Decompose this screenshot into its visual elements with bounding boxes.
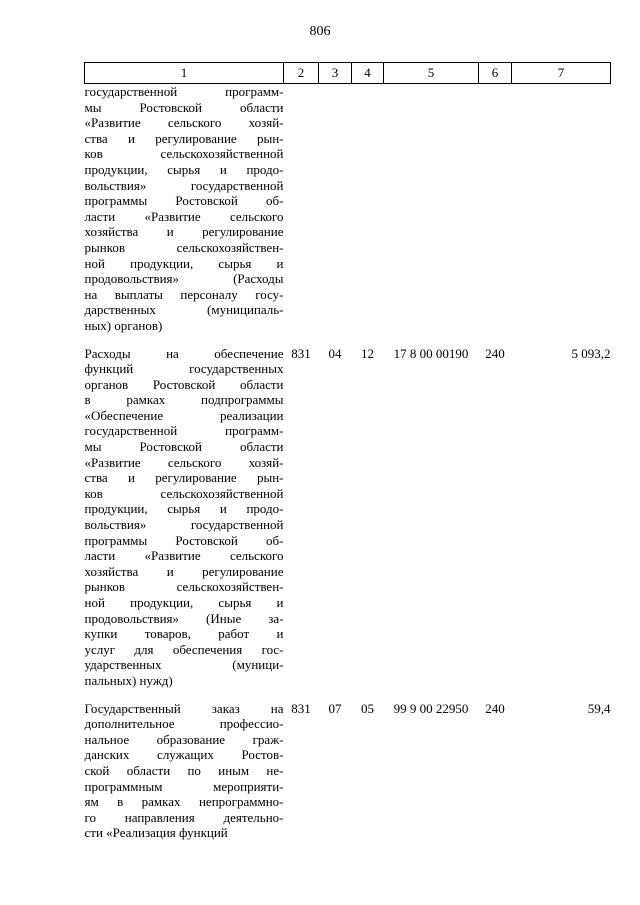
row-spacer bbox=[85, 689, 611, 701]
description-line: го направления деятельно- bbox=[84, 809, 284, 825]
cell-ministry-code bbox=[284, 84, 319, 334]
description-line: ства и регулирование рын- bbox=[84, 130, 284, 146]
cell-target-article: 17 8 00 00190 bbox=[393, 345, 469, 361]
cell-expense-type: 240 bbox=[485, 345, 505, 361]
table-row bbox=[85, 84, 611, 334]
budget-table bbox=[84, 62, 611, 841]
description-line: функций государственных bbox=[84, 361, 284, 377]
description-line: программным мероприяти- bbox=[84, 778, 284, 794]
description-line: нальное образование граж- bbox=[84, 731, 284, 747]
description-line: ной продукции, сырья и bbox=[84, 255, 284, 271]
description-line: «Развитие сельского хозяй- bbox=[84, 454, 284, 470]
col-header-5: 5 bbox=[384, 63, 479, 84]
cell-amount: 5 093,2 bbox=[571, 345, 611, 361]
cell-amount bbox=[512, 84, 611, 334]
description-line: ской области по иным не- bbox=[84, 762, 284, 778]
cell-subsection: 05 bbox=[361, 700, 374, 716]
table-row bbox=[85, 346, 611, 689]
description-line: пальных) нужд) bbox=[84, 672, 173, 688]
cell-target-article: 99 9 00 22950 bbox=[393, 700, 469, 716]
description-line: органов Ростовской области bbox=[84, 376, 284, 392]
description-line: мы Ростовской области bbox=[84, 99, 284, 115]
header-row bbox=[85, 63, 611, 84]
cell-section: 04 bbox=[328, 345, 342, 361]
description-line: Расходы на обеспечение bbox=[84, 345, 284, 361]
description-line: государственной программ- bbox=[84, 84, 284, 99]
cell-section bbox=[319, 84, 352, 334]
description-line: мы Ростовской области bbox=[84, 439, 284, 455]
description-line: ям в рамках непрограммно- bbox=[84, 794, 284, 810]
row-spacer-cell bbox=[85, 689, 611, 701]
description-line: программы Ростовской об- bbox=[84, 193, 284, 209]
description-line: ной продукции, сырья и bbox=[84, 595, 284, 610]
description-line: дополнительное профессио- bbox=[84, 716, 284, 732]
description-line: данских служащих Ростов- bbox=[84, 747, 284, 763]
description-line: «Обеспечение реализации bbox=[84, 407, 284, 423]
cell-subsection bbox=[352, 84, 384, 334]
description-line: ков сельскохозяйственной bbox=[84, 485, 284, 501]
description-line: ударственных (муници- bbox=[84, 657, 284, 673]
description-line: государственной программ- bbox=[84, 423, 284, 439]
description-line: ков сельскохозяйственной bbox=[84, 146, 284, 162]
description-line: услуг для обеспечения гос- bbox=[84, 641, 284, 657]
description-line: ласти «Развитие сельского bbox=[84, 208, 284, 224]
cell-target-article bbox=[384, 84, 479, 334]
description-line: Государственный заказ на bbox=[84, 700, 284, 716]
description-line: продукции, сырья и продо- bbox=[84, 501, 284, 517]
col-header-3: 3 bbox=[319, 63, 352, 84]
description-line: продовольствия» (Иные за- bbox=[84, 610, 284, 626]
description-line: в рамках подпрограммы bbox=[84, 392, 284, 408]
description-line: на выплаты персоналу госу- bbox=[84, 286, 284, 302]
cell-expense-type bbox=[479, 84, 512, 334]
description-line: ства и регулирование рын- bbox=[84, 470, 284, 486]
description-line: дарственных (муниципаль- bbox=[84, 302, 284, 318]
description-line: ласти «Развитие сельского bbox=[84, 548, 284, 564]
table-row bbox=[85, 701, 611, 841]
row-spacer bbox=[85, 334, 611, 346]
cell-subsection: 12 bbox=[361, 345, 374, 361]
description-line: рынков сельскохозяйствен- bbox=[84, 239, 284, 255]
description-line: хозяйства и регулирование bbox=[84, 563, 284, 579]
row-description bbox=[85, 346, 284, 689]
col-header-4: 4 bbox=[352, 63, 384, 84]
cell-ministry-code: 831 bbox=[291, 700, 311, 716]
page-number: 806 bbox=[309, 24, 331, 39]
col-header-6: 6 bbox=[479, 63, 512, 84]
description-line: хозяйства и регулирование bbox=[84, 224, 284, 240]
description-line: купки товаров, работ и bbox=[84, 626, 284, 642]
row-description bbox=[85, 84, 284, 334]
cell-section: 07 bbox=[328, 700, 342, 716]
description-line: вольствия» государственной bbox=[84, 177, 284, 193]
description-line: «Развитие сельского хозяй- bbox=[84, 115, 284, 131]
description-line: ных) органов) bbox=[84, 317, 163, 333]
description-line: продовольствия» (Расходы bbox=[84, 271, 284, 287]
description-line: рынков сельскохозяйствен- bbox=[84, 579, 284, 595]
description-line: продукции, сырья и продо- bbox=[84, 161, 284, 177]
cell-amount: 59,4 bbox=[587, 700, 611, 716]
description-line: программы Ростовской об- bbox=[84, 532, 284, 548]
row-spacer-cell bbox=[85, 334, 611, 346]
description-line: сти «Реализация функций bbox=[84, 825, 228, 841]
row-description bbox=[85, 701, 284, 841]
col-header-7: 7 bbox=[512, 63, 611, 84]
col-header-1: 1 bbox=[85, 63, 284, 84]
description-line: вольствия» государственной bbox=[84, 517, 284, 533]
col-header-2: 2 bbox=[284, 63, 319, 84]
cell-ministry-code: 831 bbox=[291, 345, 311, 361]
cell-expense-type: 240 bbox=[485, 700, 505, 716]
